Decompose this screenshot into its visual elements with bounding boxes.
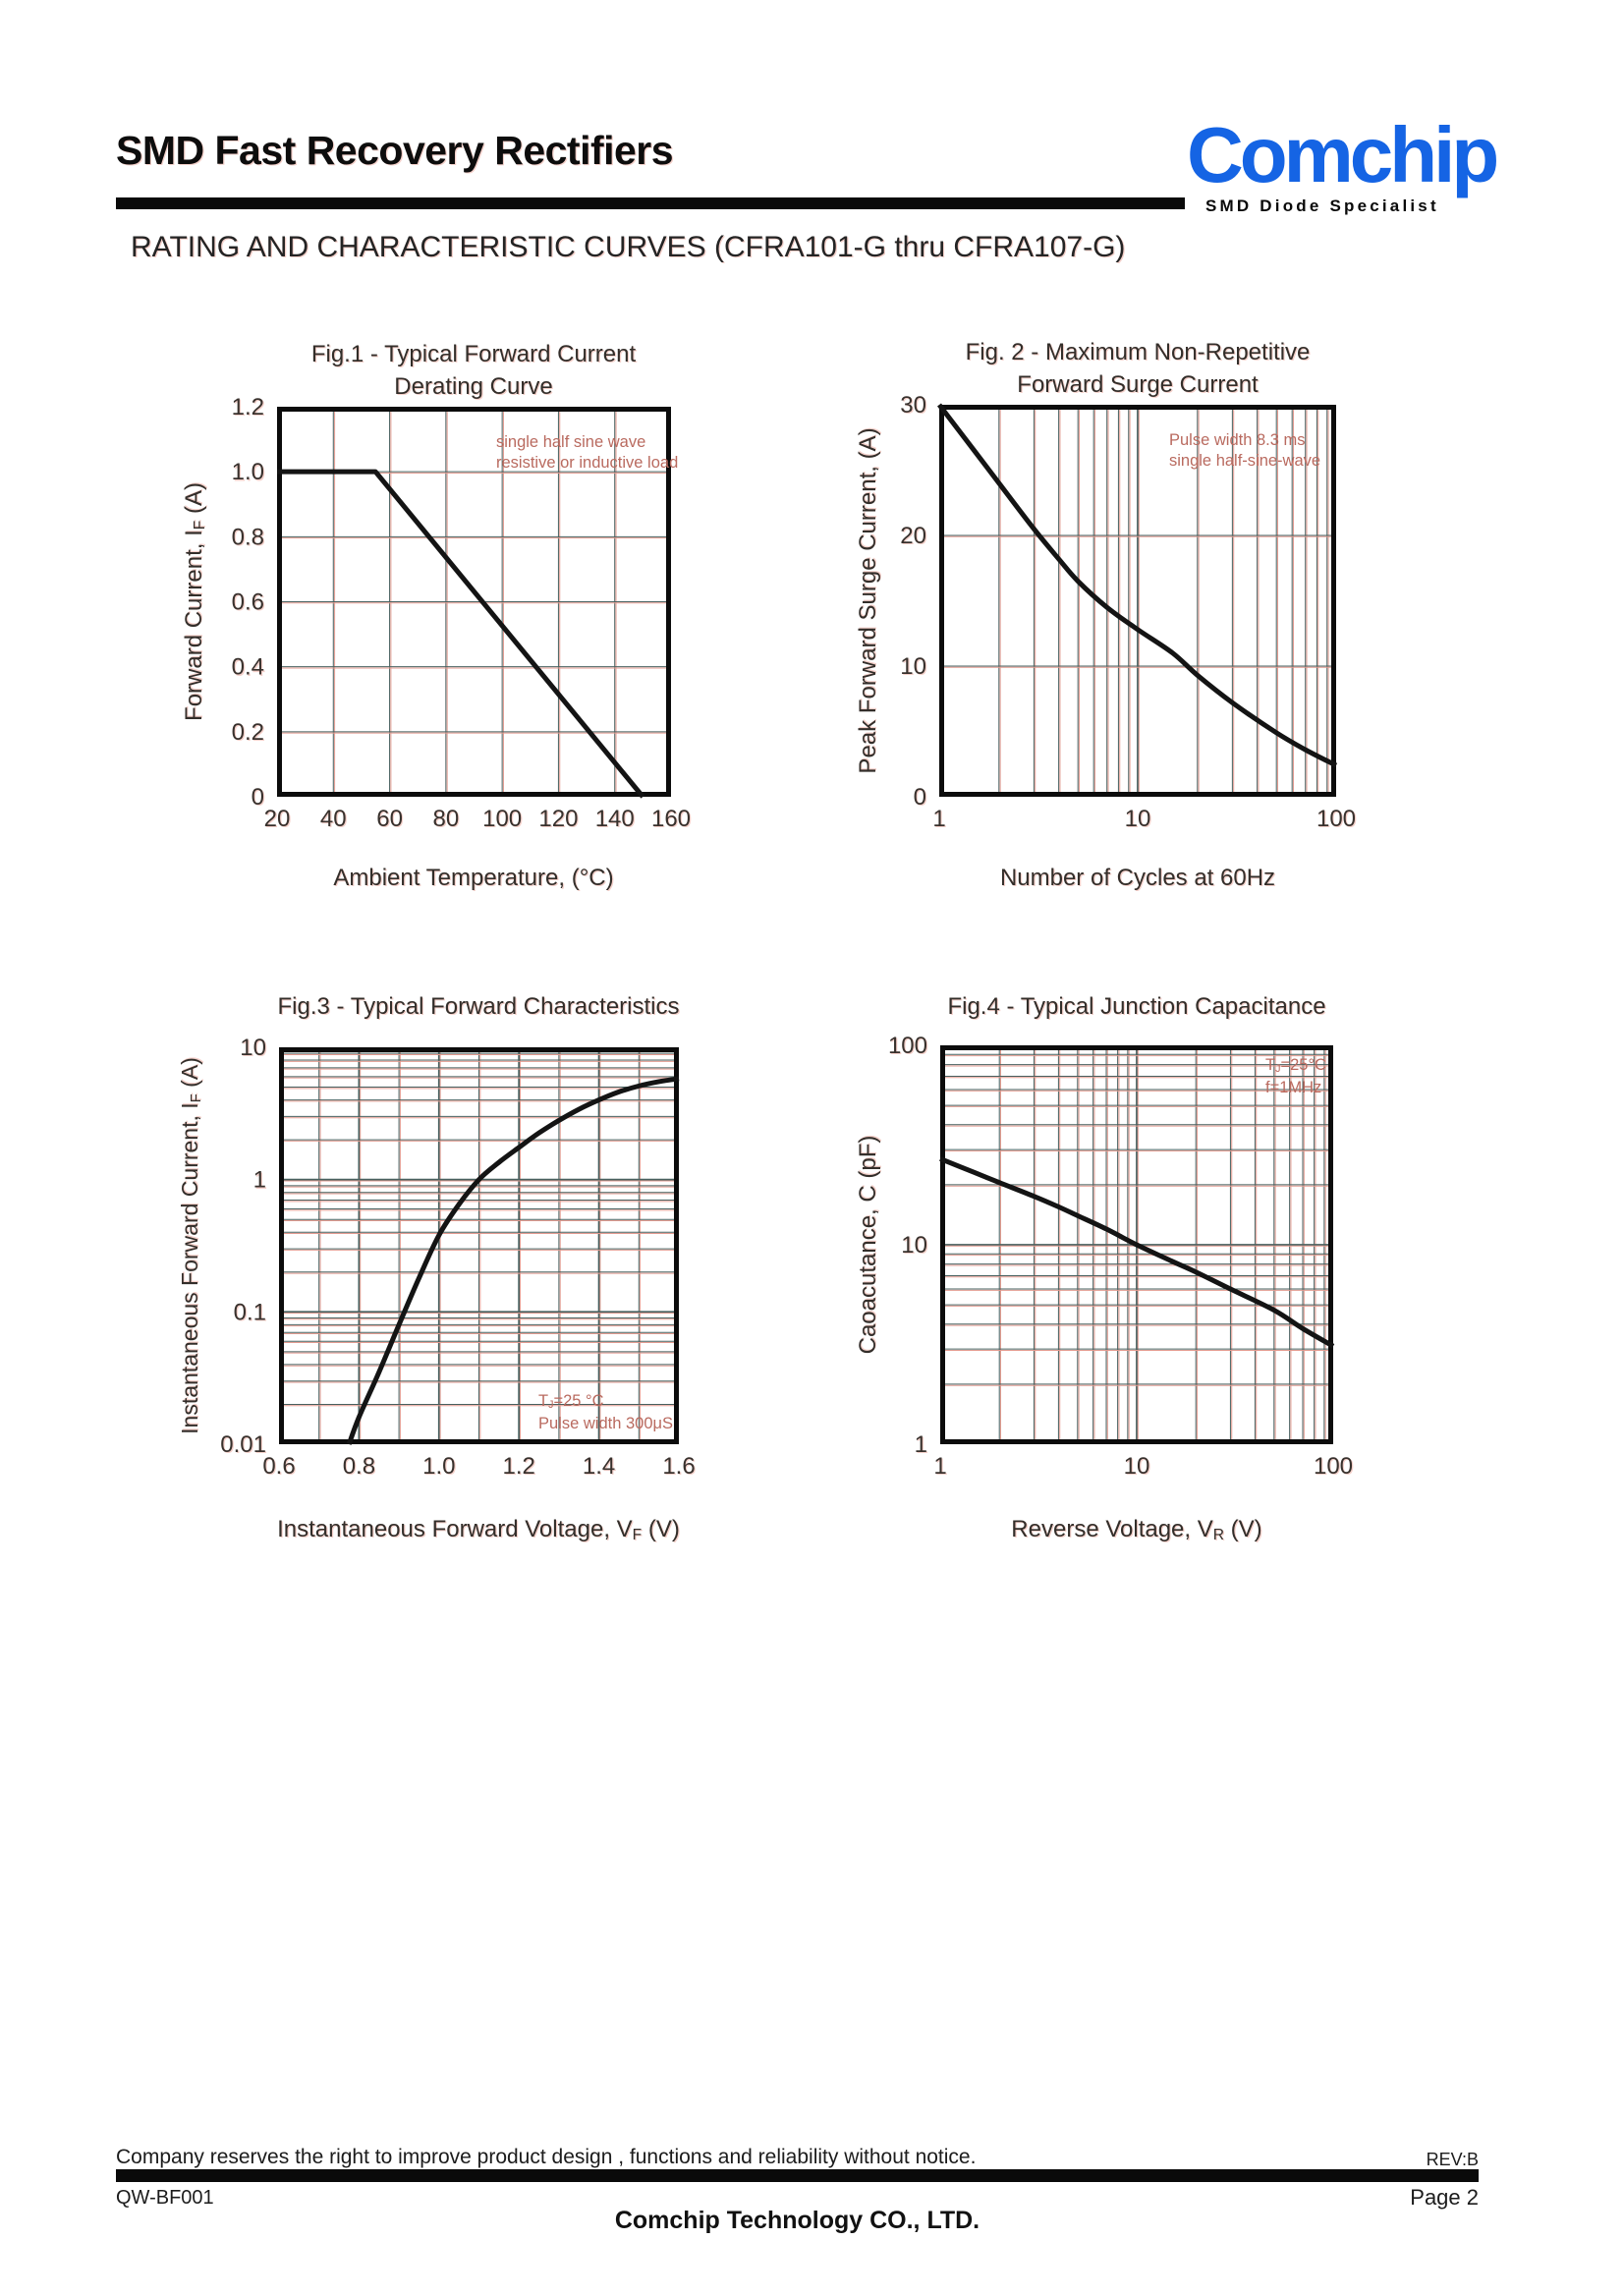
y-tick-label: 1	[914, 1431, 927, 1458]
x-tick-label: 160	[650, 806, 692, 832]
fig2-ann-line1: Pulse width 8.3 ms	[1169, 431, 1306, 449]
y-tick-label: 1	[252, 1166, 266, 1194]
x-tick-label: 1	[932, 806, 946, 832]
fig1-title-line1: Fig.1 - Typical Forward Current	[310, 341, 637, 367]
fig3-x-axis-label	[233, 1516, 724, 1543]
fig3-y-label-text: Instantaneous Forward Current, I	[177, 1102, 202, 1434]
fig3-x-label-post: (V)	[642, 1516, 680, 1542]
fig2-title-line1: Fig. 2 - Maximum Non-Repetitive	[965, 339, 1311, 365]
fig1-x-axis-label	[267, 865, 680, 892]
fig3-y-label-sub: F	[187, 1093, 204, 1103]
footer-rule	[116, 2169, 1479, 2182]
x-tick-label: 60	[376, 806, 403, 832]
fig3-ann-line1-sub: J	[548, 1398, 554, 1411]
fig3-title-line1: Fig.3 - Typical Forward Characteristics	[277, 993, 680, 1020]
fig2-y-axis-label	[855, 405, 882, 797]
x-tick-label: 1.4	[582, 1453, 616, 1480]
footer-page-number: Page 2	[1410, 2185, 1479, 2210]
fig2-y-label-text: Peak Forward Surge Current, (A)	[855, 427, 881, 774]
fig4-x-label-sub: R	[1212, 1526, 1225, 1543]
fig4-annotation	[1265, 1055, 1326, 1098]
y-tick-label: 100	[887, 1033, 927, 1059]
x-tick-label: 140	[594, 806, 635, 832]
y-tick-label: 0	[251, 784, 264, 811]
fig1-y-label-post: (A)	[181, 482, 207, 521]
x-tick-label: 10	[1123, 1453, 1150, 1480]
fig4-x-axis-label	[911, 1516, 1363, 1543]
fig3-x-label-sub: F	[632, 1526, 643, 1543]
fig1-ann-line2: resistive or inductive load	[496, 454, 679, 472]
x-tick-label: 80	[432, 806, 460, 832]
y-tick-label: 1.0	[231, 459, 264, 486]
y-tick-label: 0.8	[231, 524, 264, 551]
x-tick-label: 100	[1316, 806, 1357, 832]
y-tick-label: 10	[240, 1035, 266, 1061]
fig4-x-label-post: (V)	[1224, 1516, 1262, 1542]
section-title: RATING AND CHARACTERISTIC CURVES (CFRA101-G thru CFRA107-G)	[131, 231, 1126, 263]
footer-company: Comchip Technology CO., LTD.	[614, 2207, 980, 2234]
x-tick-label: 0.6	[262, 1453, 296, 1480]
y-tick-label: 20	[900, 523, 926, 549]
fig4-ann-line2: f=1MHz	[1265, 1079, 1322, 1096]
data-curve	[349, 1079, 679, 1444]
fig1-y-label-sub: F	[191, 520, 208, 531]
fig4-ann-line1: T	[1265, 1056, 1276, 1074]
fig1-ann-line1: single half sine wave	[496, 433, 646, 451]
fig3-annotation	[538, 1391, 673, 1434]
x-tick-label: 100	[482, 806, 523, 832]
data-curve	[277, 472, 643, 797]
fig2-x-label-text: Number of Cycles at 60Hz	[999, 865, 1276, 891]
y-tick-label: 0.1	[233, 1299, 266, 1326]
x-tick-label: 1.0	[422, 1453, 456, 1480]
x-tick-label: 120	[538, 806, 579, 832]
fig4-y-label-text: Caoacutance, C (pF)	[855, 1135, 881, 1355]
x-tick-label: 1.6	[662, 1453, 696, 1480]
x-tick-label: 1.2	[502, 1453, 535, 1480]
footer-notice: Company reserves the right to improve product design , functions and reliability without notice.	[116, 2146, 977, 2168]
fig3-chart	[220, 1035, 696, 1480]
fig1-annotation	[496, 432, 678, 474]
y-tick-label: 0.4	[231, 653, 264, 681]
header-rule	[116, 197, 1185, 209]
fig2-ann-line2: single half-sine-wave	[1169, 452, 1321, 470]
y-tick-label: 0	[913, 784, 926, 811]
y-tick-label: 1.2	[231, 394, 264, 420]
fig4-y-axis-label	[855, 1045, 882, 1444]
footer-revision: REV:B	[1426, 2150, 1479, 2169]
fig2-title	[931, 336, 1344, 401]
fig3-y-axis-label	[177, 1047, 203, 1444]
y-tick-label: 0.01	[220, 1431, 266, 1458]
fig2-x-axis-label	[931, 865, 1344, 892]
y-tick-label: 10	[901, 1232, 927, 1259]
y-tick-label: 30	[900, 392, 926, 419]
y-tick-label: 10	[900, 653, 926, 680]
fig4-chart	[887, 1033, 1354, 1480]
footer-doc-number: QW-BF001	[116, 2187, 214, 2209]
fig4-title	[911, 990, 1363, 1023]
fig1-x-label-text: Ambient Temperature, (°C)	[333, 865, 614, 891]
x-tick-label: 20	[263, 806, 291, 832]
x-tick-label: 10	[1124, 806, 1151, 832]
fig4-ann-line1-sub: J	[1275, 1062, 1281, 1075]
page-title: SMD Fast Recovery Rectifiers	[116, 128, 674, 173]
fig3-ann-line1: T	[538, 1392, 549, 1410]
fig1-title-line2: Derating Curve	[394, 373, 553, 400]
x-tick-label: 0.8	[342, 1453, 376, 1480]
fig4-ann-line1-post: =25°C	[1280, 1056, 1326, 1074]
fig1-y-label-text: Forward Current, I	[181, 530, 207, 721]
x-tick-label: 40	[319, 806, 347, 832]
fig3-title	[243, 990, 714, 1023]
fig2-annotation	[1169, 430, 1320, 472]
fig2-title-line2: Forward Surge Current	[1017, 371, 1259, 398]
y-tick-label: 0.6	[231, 588, 264, 616]
fig1-title	[267, 338, 680, 403]
x-tick-label: 100	[1313, 1453, 1354, 1480]
logo-tagline: SMD Diode Specialist	[1205, 196, 1439, 215]
fig3-y-label-post: (A)	[177, 1057, 202, 1094]
fig3-ann-line1-post: =25 °C	[553, 1392, 604, 1410]
fig4-title-line1: Fig.4 - Typical Junction Capacitance	[947, 993, 1326, 1020]
x-tick-label: 1	[933, 1453, 947, 1480]
fig4-x-label-text: Reverse Voltage, V	[1011, 1516, 1213, 1542]
fig3-ann-line2: Pulse width 300μS	[538, 1415, 674, 1432]
comchip-logo: Comchip	[1187, 111, 1496, 198]
fig3-x-label-text: Instantaneous Forward Voltage, V	[277, 1516, 633, 1542]
y-tick-label: 0.2	[231, 718, 264, 746]
fig1-y-axis-label	[181, 407, 208, 797]
